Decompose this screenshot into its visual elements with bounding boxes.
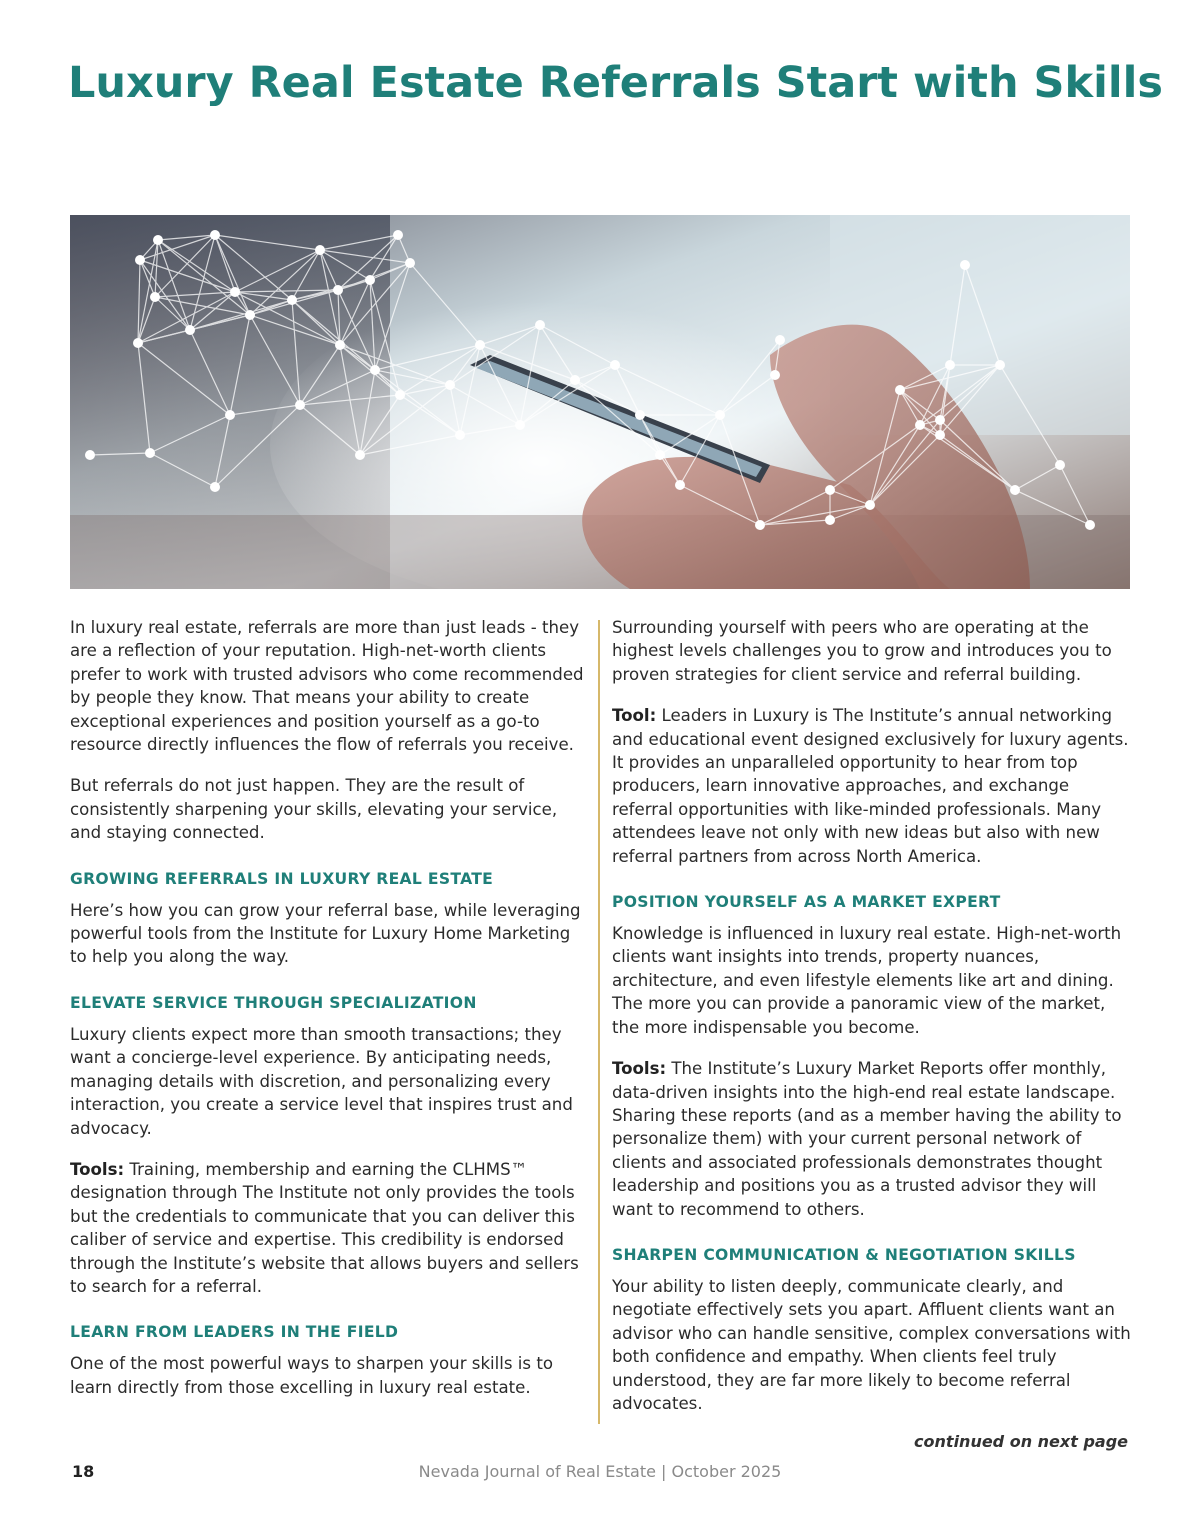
left-column (70, 616, 592, 1417)
network-node (635, 410, 645, 420)
network-node (825, 485, 835, 495)
network-node (333, 285, 343, 295)
tools-text: Training, membership and earning the CLHMS™ designation through The Institute not only provides the tools but the credentials to communicate that you can deliver this caliber of service and expertise. This credibility is endorsed through the Institute’s website that allows buyers and sellers to search for a referral. (70, 1159, 579, 1296)
network-node (865, 500, 875, 510)
continued-note: continued on next page (914, 1432, 1128, 1451)
network-node (945, 360, 955, 370)
network-node (755, 520, 765, 530)
network-node (395, 390, 405, 400)
paragraph: But referrals do not just happen. They are the result of consistently sharpening your skills, elevating your service, and staying connected. (70, 776, 558, 843)
network-hands-phone-image (70, 215, 1130, 589)
network-node (145, 448, 155, 458)
network-node (1055, 460, 1065, 470)
network-node (775, 335, 785, 345)
network-node (225, 410, 235, 420)
network-node (315, 245, 325, 255)
page-number: 18 (72, 1462, 95, 1481)
network-node (210, 230, 220, 240)
section-heading: ELEVATE SERVICE THROUGH SPECIALIZATION (70, 993, 477, 1012)
section-heading: POSITION YOURSELF AS A MARKET EXPERT (612, 893, 1001, 912)
network-node (370, 365, 380, 375)
network-node (150, 292, 160, 302)
network-node (960, 260, 970, 270)
section-heading: GROWING REFERRALS IN LUXURY REAL ESTATE (70, 869, 494, 888)
network-node (335, 340, 345, 350)
network-node (230, 287, 240, 297)
network-node (935, 415, 945, 425)
tool-label: Tool: (612, 706, 657, 726)
paragraph: Knowledge is influenced in luxury real estate. High-net-worth clients want insights into trends, property nuances, architecture, and even lifestyle elements like art and dining. The more you can provide a panoramic view of the market, the more indispensable you become. (612, 924, 1122, 1037)
section-heading: LEARN FROM LEADERS IN THE FIELD (70, 1323, 399, 1342)
network-node (185, 325, 195, 335)
tools-label: Tools: (612, 1059, 667, 1079)
network-node (1010, 485, 1020, 495)
paragraph: Luxury clients expect more than smooth transactions; they want a concierge-level experience. By anticipating needs, managing details with discretion, and personalizing every interaction, you create a service level that inspires trust and advocacy. (70, 1024, 573, 1138)
network-node (133, 338, 143, 348)
network-node (153, 235, 163, 245)
network-node (355, 450, 365, 460)
network-node (405, 258, 415, 268)
network-node (455, 430, 465, 440)
paragraph: One of the most powerful ways to sharpen your skills is to learn directly from those excelling in luxury real estate. (70, 1354, 553, 1397)
publication-footer: Nevada Journal of Real Estate | October 2025 (418, 1462, 782, 1481)
network-node (295, 400, 305, 410)
paragraph (70, 1158, 592, 1298)
column-divider (598, 620, 600, 1424)
paragraph (612, 1057, 1132, 1221)
network-node (610, 360, 620, 370)
network-node (1085, 520, 1095, 530)
network-node (245, 310, 255, 320)
network-node (770, 370, 780, 380)
network-node (393, 230, 403, 240)
paragraph: In luxury real estate, referrals are more than just leads - they are a reflection of your reputation. High-net-worth clients prefer to work with trusted advisors who come recommended by people they know. That means your ability to create exceptional experiences and position yourself as a go-to resource directly influences the flow of referrals you receive. (70, 618, 584, 755)
hero-image (70, 215, 1130, 589)
network-node (475, 340, 485, 350)
tools-text: The Institute’s Luxury Market Reports offer monthly, data-driven insights into the high-end real estate landscape. Sharing these reports (and as a member having the ability to personalize them) with your current personal network of clients and associated professionals demonstrates thought leadership and positions you as a trusted advisor they will want to recommend to others. (612, 1059, 1122, 1219)
network-node (287, 295, 297, 305)
network-node (825, 515, 835, 525)
network-node (915, 420, 925, 430)
network-node (445, 380, 455, 390)
article-title: Luxury Real Estate Referrals Start with Skills (68, 58, 1163, 108)
tools-label: Tools: (70, 1159, 125, 1179)
network-node (675, 480, 685, 490)
network-node (715, 410, 725, 420)
network-node (365, 275, 375, 285)
network-node (515, 420, 525, 430)
network-node (895, 385, 905, 395)
network-node (210, 482, 220, 492)
paragraph: Here’s how you can grow your referral base, while leveraging powerful tools from the Institute for Luxury Home Marketing to help you along the way. (70, 900, 581, 967)
right-column (612, 616, 1132, 1433)
network-node (535, 320, 545, 330)
tool-text: Leaders in Luxury is The Institute’s annual networking and educational event designed exclusively for luxury agents. It provides an unparalleled opportunity to hear from top producers, learn innovative approaches, and exchange referral opportunities with like-minded professionals. Many attendees leave not only with new ideas but also with new referral partners from across North America. (612, 706, 1129, 866)
paragraph (612, 704, 1132, 868)
network-node (655, 450, 665, 460)
network-node (570, 375, 580, 385)
network-node (135, 255, 145, 265)
network-node (85, 450, 95, 460)
paragraph: Your ability to listen deeply, communicate clearly, and negotiate effectively sets you apart. Affluent clients want an advisor who can handle sensitive, complex conversations with both confidence and empathy. When clients feel truly understood, they are far more likely to become referral advocates. (612, 1276, 1131, 1413)
section-heading: SHARPEN COMMUNICATION & NEGOTIATION SKILLS (612, 1245, 1076, 1264)
network-node (995, 360, 1005, 370)
paragraph: Surrounding yourself with peers who are operating at the highest levels challenges you to grow and introduces you to proven strategies for client service and referral building. (612, 618, 1112, 684)
network-node (935, 430, 945, 440)
